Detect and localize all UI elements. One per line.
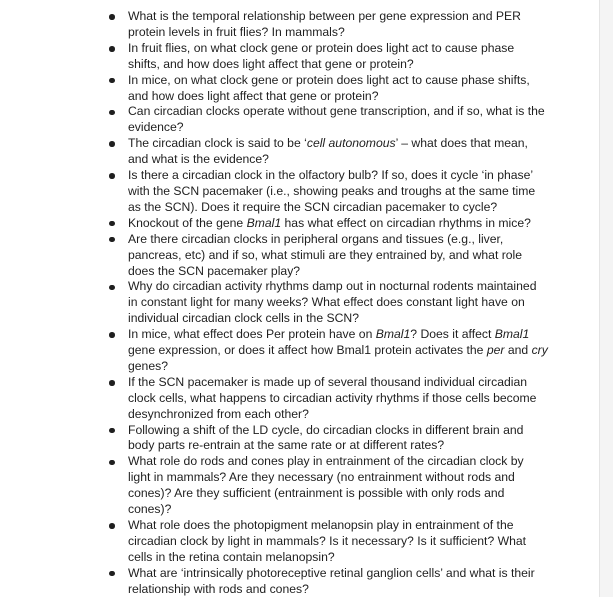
question-item: [108, 216, 548, 232]
bullet-icon: [109, 110, 115, 116]
question-text: [128, 168, 535, 214]
text-run: genes?: [128, 358, 168, 373]
question-text: [128, 375, 536, 421]
text-run: has what effect on circadian rhythms in mice?: [281, 215, 531, 230]
question-item: [108, 9, 548, 41]
bullet-icon: [109, 332, 115, 338]
question-text: [128, 232, 522, 278]
text-run: What is the temporal relationship between per gene expression and PER protein levels in fruit flies? In mammals?: [128, 9, 521, 39]
vertical-scrollbar[interactable]: [599, 0, 613, 597]
bullet-icon: [109, 46, 115, 52]
text-run: Why do circadian activity rhythms damp out in nocturnal rodents maintained in constant light for many weeks? What effect does constant light have on individual circadian clock cells in the SCN?: [128, 279, 537, 326]
bullet-icon: [109, 571, 115, 577]
text-run: What are ‘intrinsically photoreceptive retinal ganglion cells’ and what is their relationship with rods and cones?: [128, 565, 535, 596]
question-text: [128, 454, 524, 516]
bullet-icon: [109, 78, 115, 84]
italic-term: cry: [531, 343, 548, 358]
bullet-icon: [109, 285, 115, 291]
text-run: ? Does it affect: [410, 327, 495, 342]
text-run: Following a shift of the LD cycle, do circadian clocks in different brain and body parts re-entrain at the same rate or at different rates?: [128, 422, 524, 453]
text-run: What role do rods and cones play in entrainment of the circadian clock by light in mammals? Are they necessary (no entrainment without rods and cones)? Are they sufficient (entrainment is possible with only rods and cones)?: [128, 454, 524, 517]
bullet-icon: [109, 141, 115, 147]
question-item: [108, 73, 548, 105]
question-text: [128, 327, 548, 373]
bullet-icon: [109, 173, 115, 179]
text-run: The circadian clock is said to be ‘: [128, 136, 307, 151]
question-item: [108, 104, 548, 136]
text-run: and: [504, 343, 532, 358]
question-item: [108, 327, 548, 375]
question-item: [108, 518, 548, 566]
text-run: Can circadian clocks operate without gene transcription, and if so, what is the evidence?: [128, 104, 545, 135]
text-run: Is there a circadian clock in the olfactory bulb? If so, does it cycle ‘in phase’ with the SCN pacemaker (i.e., showing peaks and troughs at the same time as the SCN). Does it require the SCN circadian pacemaker to cycle?: [128, 168, 536, 214]
question-item: [108, 375, 548, 423]
text-run: In fruit flies, on what clock gene or protein does light act to cause phase shifts, and how does light affect that gene or protein?: [128, 40, 515, 71]
question-text: [128, 73, 530, 103]
question-item: [108, 454, 548, 518]
question-item: [108, 136, 548, 168]
text-run: In mice, what effect does Per protein have on: [128, 327, 376, 342]
italic-term: Bmal1: [375, 327, 411, 342]
bullet-icon: [109, 460, 115, 466]
bullet-icon: [109, 221, 115, 227]
question-text: [128, 41, 514, 71]
question-text: [128, 9, 521, 39]
text-run: gene expression, or does it affect how Bmal1 protein activates the: [128, 343, 487, 358]
text-run: Knockout of the gene: [128, 215, 247, 230]
question-text: [128, 566, 535, 596]
question-text: [128, 136, 528, 166]
question-text: [128, 279, 536, 325]
bullet-icon: [109, 14, 115, 20]
text-run: Are there circadian clocks in peripheral organs and tissues (e.g., liver, pancreas, etc) and if so, what stimuli are they entrained by, and what role does the SCN pacemaker play?: [128, 231, 523, 278]
scrollbar-thumb[interactable]: [603, 4, 610, 590]
bullet-icon: [109, 380, 115, 386]
bullet-icon: [109, 428, 115, 434]
question-text: [128, 423, 523, 453]
question-item: [108, 279, 548, 327]
question-item: [108, 232, 548, 280]
question-list: [108, 9, 548, 598]
italic-term: per: [486, 343, 505, 358]
question-text: [128, 216, 531, 230]
italic-term: Bmal1: [494, 327, 530, 342]
question-text: [128, 104, 545, 134]
italic-term: cell autonomous: [306, 136, 396, 151]
question-item: [108, 423, 548, 455]
question-text: [128, 518, 526, 564]
question-item: [108, 168, 548, 216]
question-item: [108, 41, 548, 73]
bullet-icon: [109, 523, 115, 529]
text-run: ’ – what does that mean, and what is the evidence?: [128, 136, 528, 167]
question-item: [108, 566, 548, 598]
text-run: If the SCN pacemaker is made up of several thousand individual circadian clock cells, what happens to circadian activity rhythms if those cells become desynchronized from each other?: [128, 374, 537, 421]
italic-term: Bmal1: [246, 215, 282, 230]
text-run: In mice, on what clock gene or protein does light act to cause phase shifts, and how does light affect that gene or protein?: [128, 72, 530, 103]
bullet-icon: [109, 237, 115, 243]
text-run: What role does the photopigment melanopsin play in entrainment of the circadian clock by light in mammals? Is it necessary? Is it sufficient? What cells in the retina contain melanopsin?: [128, 518, 527, 564]
